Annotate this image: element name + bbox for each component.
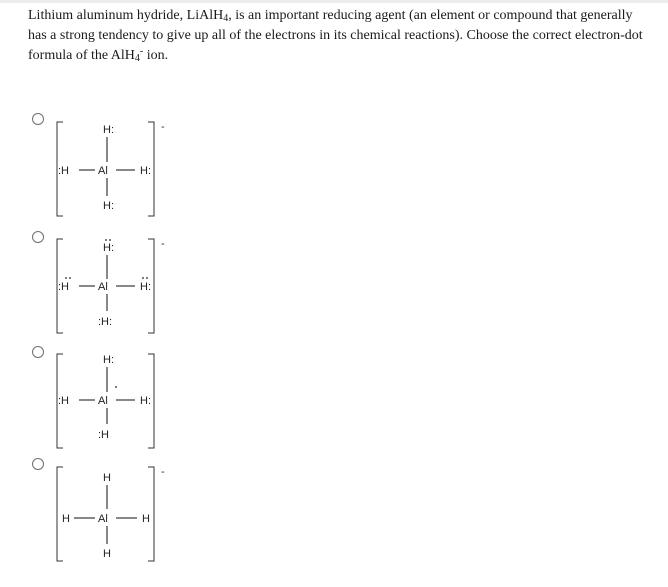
hydrogen-bottom: :H:: [98, 316, 113, 328]
hydrogen-right: H:: [140, 395, 151, 407]
hydrogen-top: H:: [103, 354, 114, 366]
hydrogen-right: H: [142, 513, 150, 525]
choice-3-lewis-structure[interactable]: [0, 352, 190, 462]
lone-electron-dot: [115, 386, 117, 388]
lone-pair-dot: [146, 277, 148, 279]
hydrogen-bottom: :H: [98, 429, 109, 441]
lone-pair-dot: [109, 239, 111, 241]
ion-charge: -: [161, 121, 165, 133]
hydrogen-left: :H: [58, 165, 69, 177]
aluminum-center: Al: [98, 513, 108, 525]
top-divider: [0, 0, 668, 3]
choice-1-lewis-structure[interactable]: [0, 120, 190, 230]
lone-pair-dot: [65, 277, 67, 279]
question-superscript-charge: -: [139, 46, 144, 57]
choice-2-lewis-structure[interactable]: [0, 237, 190, 347]
hydrogen-left: :H: [58, 395, 69, 407]
aluminum-center: Al: [98, 281, 108, 293]
question-text: [28, 6, 648, 66]
hydrogen-top: H:: [103, 242, 114, 254]
aluminum-center: Al: [98, 395, 108, 407]
choice-3-diagram: [0, 352, 190, 452]
question-subscript-1: 4: [223, 13, 229, 24]
lone-pair-dot: [105, 239, 107, 241]
choice-1-diagram: [0, 120, 190, 220]
choice-2-diagram: [0, 237, 190, 337]
ion-charge: -: [161, 238, 165, 250]
ion-charge: -: [161, 466, 165, 478]
lone-pair-dot: [142, 277, 144, 279]
question-part-1: Lithium aluminum hydride, LiAlH: [28, 8, 224, 23]
choice-4-diagram: [0, 465, 190, 575]
hydrogen-top: H: [103, 472, 111, 484]
hydrogen-right: H:: [140, 281, 151, 293]
lone-pair-dot: [69, 277, 71, 279]
choice-4-lewis-structure[interactable]: [0, 465, 190, 575]
hydrogen-right: H:: [140, 165, 151, 177]
hydrogen-bottom: H: [103, 548, 111, 560]
hydrogen-top: H:: [103, 124, 114, 136]
question-part-3: ion.: [143, 48, 169, 63]
hydrogen-left: :H: [58, 281, 69, 293]
hydrogen-bottom: H:: [103, 200, 114, 212]
question-subscript-2: 4: [134, 53, 140, 64]
hydrogen-left: H: [62, 513, 70, 525]
aluminum-center: Al: [98, 165, 108, 177]
question-part-2: , is an important reducing agent (an element or compound that generally has a strong tendency to give up all of the electrons in its chemical reactions). Choose the correct electron-dot formula of the AlH: [28, 8, 643, 63]
